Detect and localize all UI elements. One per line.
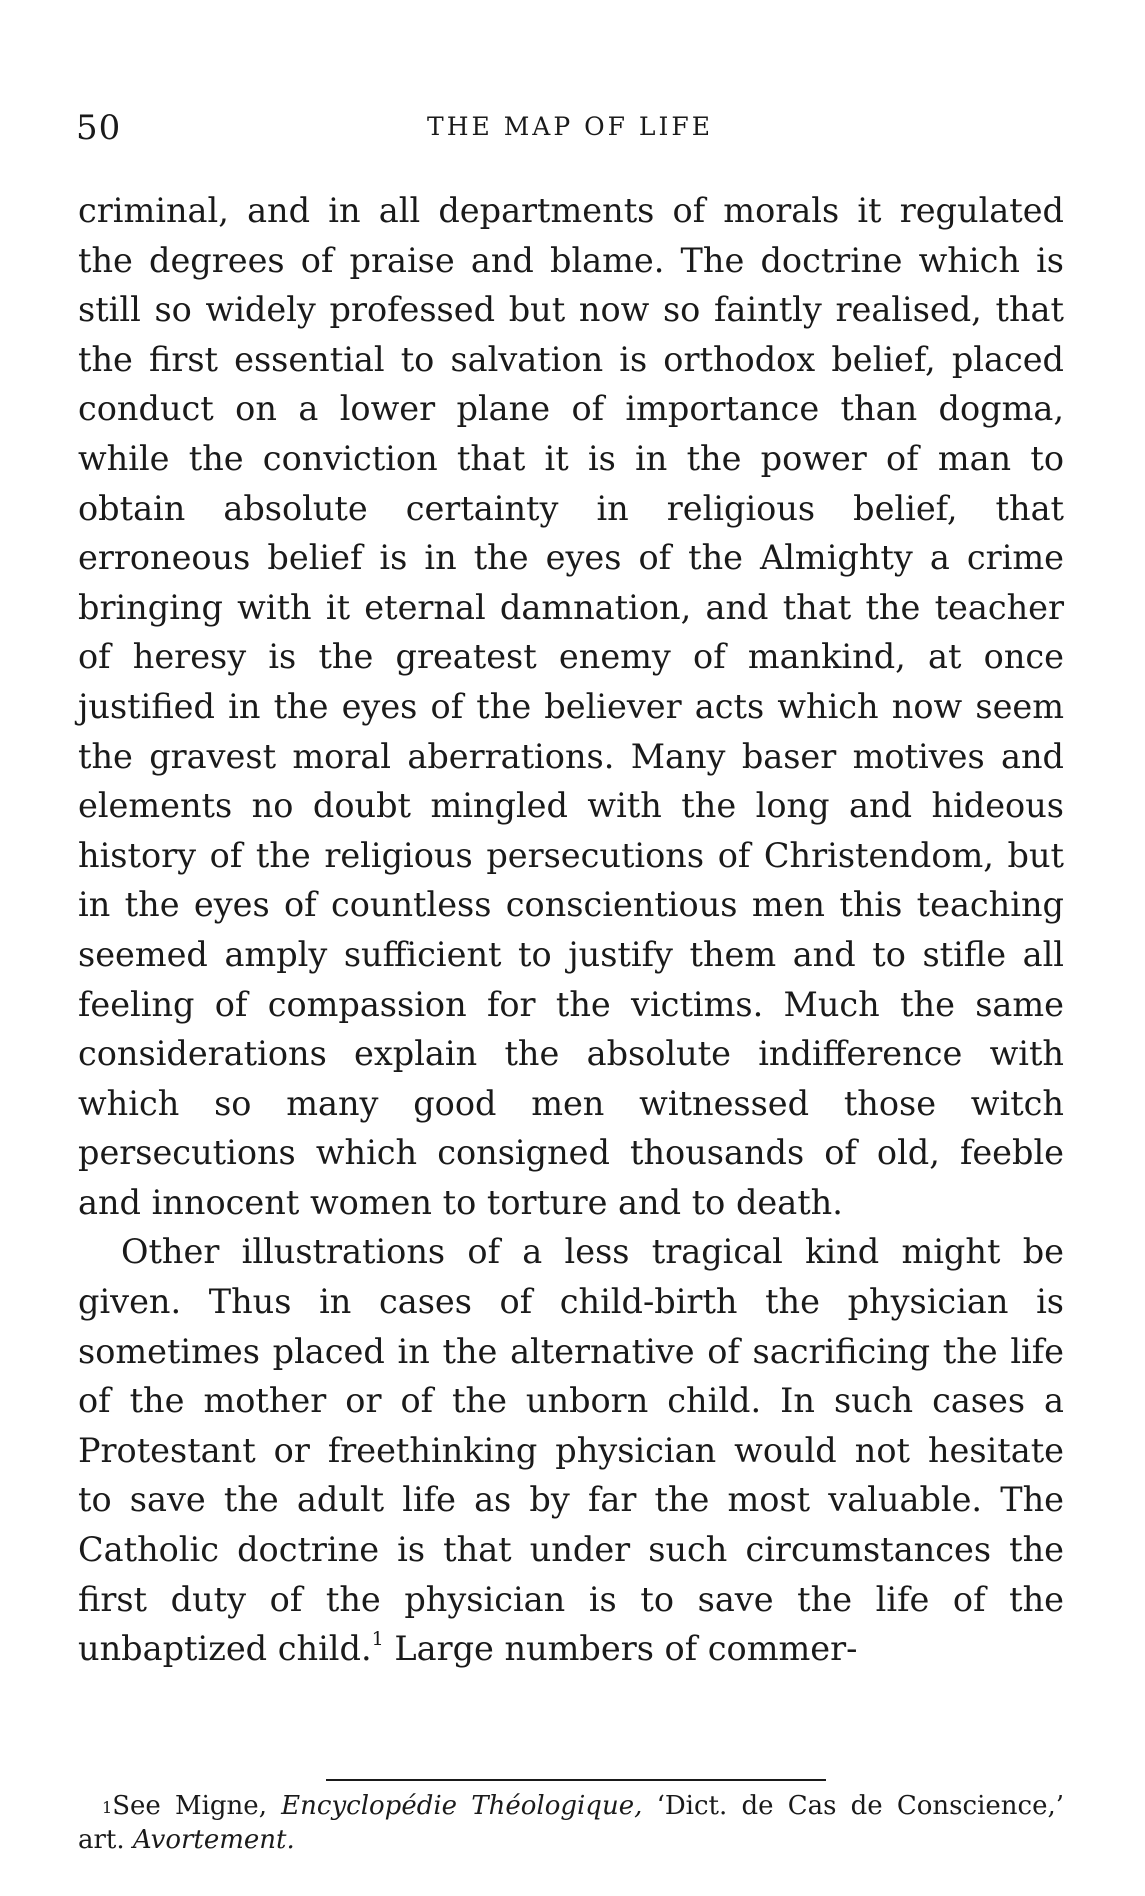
footnote-1: [78, 1789, 1064, 1857]
paragraph-2: [78, 1227, 1064, 1673]
paragraph-2-text: Other illustrations of a less tragical kind might be given. Thus in cases of child-birth the physician is sometimes placed in the alternative of sacrificing the life of the mother or of the unborn child. In such cases a Protestant or freethinking physician would not hesitate to save the adult life as by far the most valuable. The Catholic doctrine is that under such circumstances the first duty of the physician is to save the life of the unbaptized child.: [78, 1232, 1064, 1669]
body-text: [78, 186, 1064, 1674]
footnote-article: Avortement.: [132, 1825, 295, 1855]
paragraph-1: criminal, and in all departments of morals it regulated the degrees of praise and blame. The doctrine which is still so widely professed but now so faintly realised, that the first essential to salvation is orthodox belief, placed conduct on a lower plane of importance than dogma, while the conviction that it is in the power of man to obtain absolute certainty in religious belief, that erroneous belief is in the eyes of the Almighty a crime bringing with it eternal damnation, and that the teacher of heresy is the greatest enemy of mankind, at once justified in the eyes of the believer acts which now seem the gravest moral aberrations. Many baser motives and elements no doubt mingled with the long and hideous history of the religious persecutions of Christendom, but in the eyes of countless conscientious men this teaching seemed amply sufficient to justify them and to stifle all feeling of compassion for the victims. Much the same considerations explain the absolute indifference with which so many good men witnessed those witch persecutions which consigned thousands of old, feeble and innocent women to torture and to death.: [78, 191, 1064, 1222]
footnote-work-title: Encyclopédie Théologique,: [281, 1791, 643, 1821]
footnote-reference: 1: [371, 1628, 384, 1651]
footnotes: [78, 1789, 1064, 1857]
page-number: 50: [76, 108, 122, 148]
paragraph-2-continuation: Large numbers of commer-: [383, 1629, 858, 1669]
footnote-see: See Migne,: [112, 1791, 282, 1821]
footnote-dict: ‘Dict. de Cas de Conscience,’ art.: [78, 1791, 1064, 1855]
running-title: THE MAP OF LIFE: [427, 112, 713, 141]
page-header: [76, 108, 1064, 148]
footnote-divider: [326, 1779, 826, 1781]
footnote-mark: 1: [102, 1798, 113, 1817]
